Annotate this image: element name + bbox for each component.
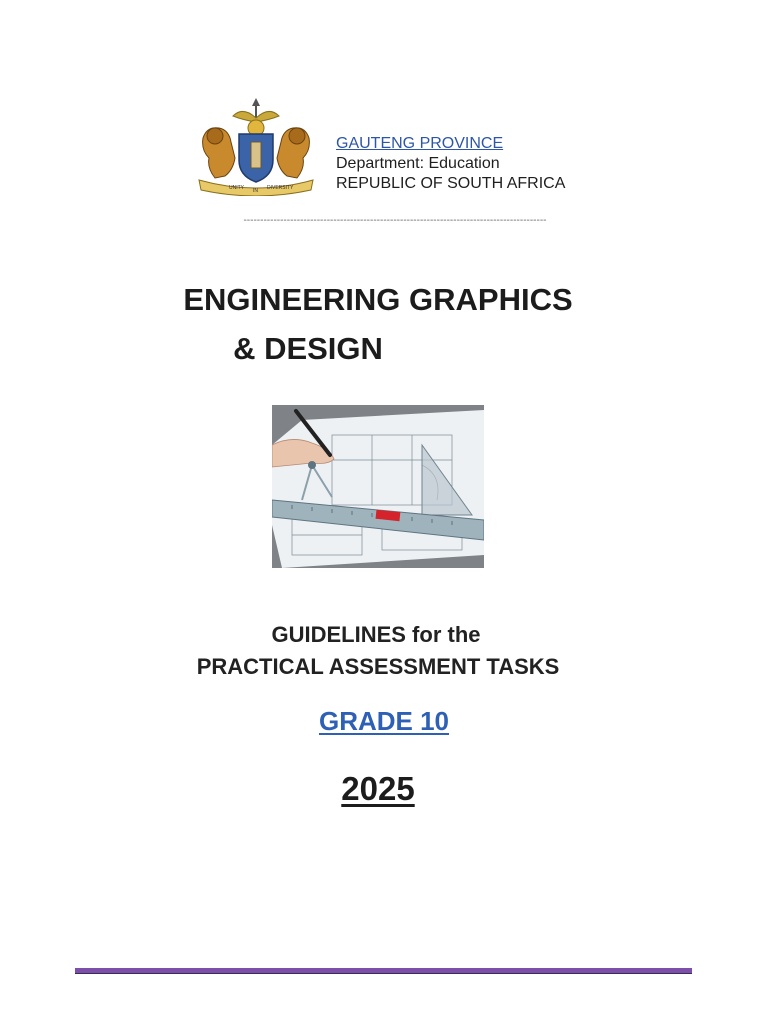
coat-of-arms-icon (193, 98, 319, 196)
crest-ribbon-mid: IN (253, 188, 258, 194)
guidelines-heading-line2: PRACTICAL ASSESSMENT TASKS (196, 654, 560, 679)
province-name: GAUTENG PROVINCE (336, 135, 504, 152)
dashed-divider: ------------------------------------------------------------------------------------------- (243, 215, 547, 226)
year-text: 2025 (341, 770, 415, 807)
year-label (0, 770, 762, 808)
technical-drawing-photo (272, 405, 484, 568)
country-name: REPUBLIC OF SOUTH AFRICA (336, 175, 566, 192)
document-title-line2: & DESIGN (233, 331, 383, 366)
footer-divider (75, 968, 692, 974)
grade-text: GRADE 10 (318, 706, 450, 736)
department-name: Department: Education (336, 155, 500, 172)
drawing-board-illustration (272, 405, 484, 568)
document-header (193, 98, 593, 198)
crest-ribbon-right: DIVERSITY (267, 185, 294, 191)
guidelines-heading-line1: GUIDELINES for the (271, 622, 481, 647)
grade-label (0, 706, 768, 737)
crest-ribbon-left: UNITY (229, 185, 244, 191)
department-lines (336, 134, 565, 194)
document-title-line1: ENGINEERING GRAPHICS (183, 282, 573, 317)
